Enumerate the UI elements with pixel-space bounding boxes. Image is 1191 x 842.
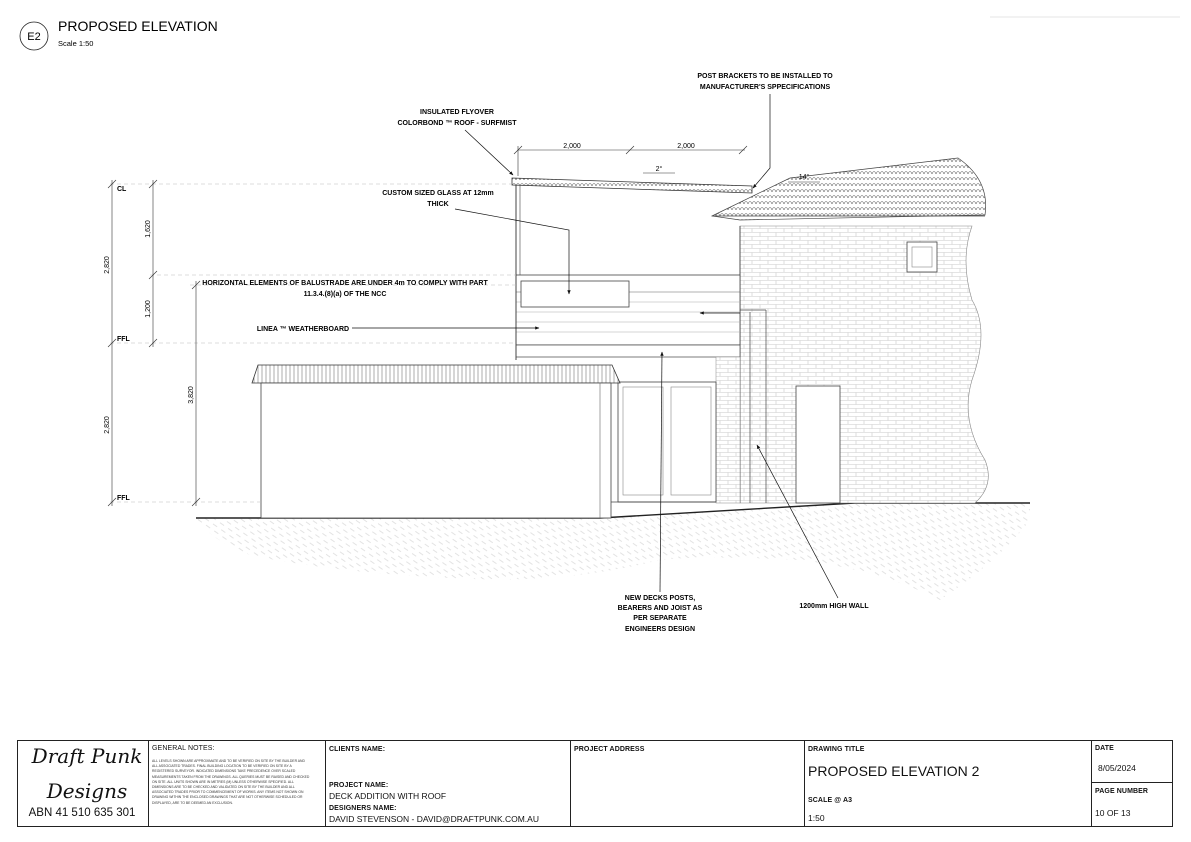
note-post-brackets-2: MANUFACTURER'S SPPECIFICATIONS <box>699 84 831 91</box>
shed <box>252 365 620 518</box>
designers-name-label: DESIGNERS NAME: <box>329 805 397 812</box>
elevation-tag: E2 <box>27 31 41 43</box>
note-post-brackets-1: POST BRACKETS TO BE INSTALLED TO <box>697 73 833 80</box>
drawing-title-label: DRAWING TITLE <box>808 746 865 753</box>
scale-label: SCALE @ A3 <box>808 797 853 804</box>
ground-floor-openings <box>610 382 716 502</box>
level-cl: CL <box>117 186 127 193</box>
note-balustrade-2: 11.3.4.(8)(a) OF THE NCC <box>303 291 387 298</box>
project-name: DECK ADDITION WITH ROOF <box>329 791 447 801</box>
drawing-title-cell <box>804 741 1091 826</box>
clients-name-label: CLIENTS NAME: <box>329 746 386 753</box>
project-address-label: PROJECT ADDRESS <box>574 746 645 753</box>
project-address-cell <box>570 741 804 826</box>
note-flyover-1: INSULATED FLYOVER <box>420 109 494 116</box>
note-balustrade-1: HORIZONTAL ELEMENTS OF BALUSTRADE ARE UNDER 4m TO COMPLY WITH PART <box>202 280 488 287</box>
general-notes-text: ALL LEVELS SHOWN ARE APPROXIMATE AND TO BE VERIFIED ON SITE BY THE BUILDER AND ALL ASSOCIATED TRADES. FINAL BUILDING LOCATION TO BE VERIFIED ON SITE BY A REGISTERED SURVEYOR. INDICATED DIMENSIONS TAKE PRECEDENCE OVER SCALED MEASUREMENTS TAKEN FROM THE DRAWINGS. ALL QUERIES MUST BE RAISED AND CHECKED ON SITE. ALL UNITS SHOWN ARE IN METRES (M) UNLESS OTHERWISE SPECIFIED. ALL DIMENSIONS ARE TO BE CHECKED AND VALIDATED ON SITE BY THE BUILDER AND ALL ASSOCIATED TRADES PRIOR TO COMMENCEMENT OF WORKS. ANY ITEMS NOT SHOWN ON DRAWING WITHIN THE ENCLOSED DRAWINGS THAT ARE NOT OTHERWISE SCHEDULED OR DISPLAYED, ARE TO BE DEEMED AN EXCLUSION. <box>152 759 310 805</box>
note-flyover-2: COLORBOND ™ ROOF - SURFMIST <box>397 120 517 127</box>
note-deck-posts-2: BEARERS AND JOIST AS <box>617 605 703 612</box>
date-page-cell <box>1091 741 1172 826</box>
general-notes-cell <box>148 741 325 826</box>
drawing-header <box>20 17 1180 50</box>
glass-balustrade <box>521 281 629 307</box>
page-number-value: 10 OF 13 <box>1095 808 1131 818</box>
existing-house <box>712 158 988 503</box>
dim-span-right: 2,000 <box>677 143 695 150</box>
note-high-wall: 1200mm HIGH WALL <box>799 603 869 610</box>
scale-value: 1:50 <box>808 813 825 823</box>
flyover-roof <box>512 178 752 193</box>
dim-span-left: 2,000 <box>563 143 581 150</box>
note-glass-2: THICK <box>427 201 449 208</box>
note-weatherboard: LINEA ™ WEATHERBOARD <box>256 326 350 333</box>
company-name-line2: Designs <box>46 779 128 803</box>
note-deck-posts-3: PER SEPARATE <box>633 615 687 622</box>
house-door <box>796 386 840 503</box>
project-name-label: PROJECT NAME: <box>329 782 389 789</box>
house-window <box>907 242 937 272</box>
horizontal-dimension <box>514 146 747 176</box>
drawing-scale: Scale 1:50 <box>58 39 94 48</box>
designers-name: DAVID STEVENSON - DAVID@DRAFTPUNK.COM.AU <box>329 814 539 824</box>
date-value: 8/05/2024 <box>1098 763 1136 773</box>
dim-3820: 3,820 <box>188 386 195 404</box>
dim-2820-lower: 2,820 <box>104 416 111 434</box>
roof-pitch-label: 2° <box>655 166 663 173</box>
note-glass-1: CUSTOM SIZED GLASS AT 12mm <box>382 190 494 197</box>
level-ffl-upper: FFL <box>117 336 130 343</box>
drawing-heading: PROPOSED ELEVATION <box>58 18 218 34</box>
note-deck-posts-4: ENGINEERS DESIGN <box>624 626 696 633</box>
dim-2820-upper: 2,820 <box>104 256 111 274</box>
note-deck-posts-1: NEW DECKS POSTS, <box>624 595 696 602</box>
company-abn: ABN 41 510 635 301 <box>28 807 136 819</box>
company-name-line1: Draft Punk <box>31 744 143 768</box>
dim-1620: 1,620 <box>145 220 152 238</box>
house-pitch-label: 14° <box>798 174 810 181</box>
dim-1200: 1,200 <box>145 300 152 318</box>
title-block <box>17 740 1173 827</box>
client-project-cell <box>325 741 570 826</box>
general-notes-label: GENERAL NOTES: <box>152 745 215 752</box>
level-ffl-lower: FFL <box>117 495 130 502</box>
page-number-label: PAGE NUMBER <box>1095 788 1149 795</box>
date-label: DATE <box>1095 745 1114 752</box>
shed-roof <box>252 365 620 383</box>
drawing-title: PROPOSED ELEVATION 2 <box>808 763 980 779</box>
